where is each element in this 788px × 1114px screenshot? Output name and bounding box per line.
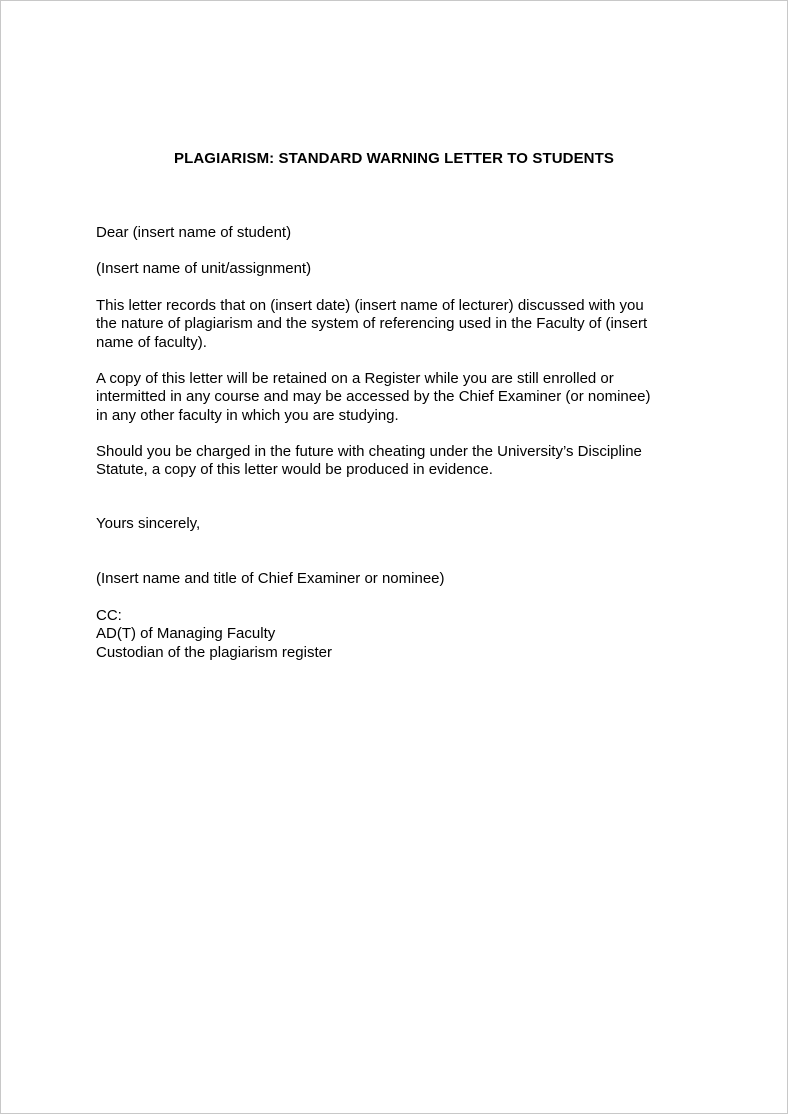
closing: Yours sincerely, (96, 515, 201, 532)
paragraph-line: in any other faculty in which you are studying. (96, 406, 399, 424)
paragraph-line: the nature of plagiarism and the system of referencing used in the Faculty of (insert (96, 315, 648, 333)
paragraph-line: Statute, a copy of this letter would be produced in evidence. (96, 461, 493, 479)
cc-label: CC: (96, 607, 122, 624)
paragraph-line: intermitted in any course and may be accessed by the Chief Examiner (or nominee) (96, 388, 651, 406)
unit-line: (Insert name of unit/assignment) (96, 260, 312, 277)
cc-item: Custodian of the plagiarism register (96, 643, 332, 661)
signature-placeholder: (Insert name and title of Chief Examiner or nominee) (96, 570, 445, 587)
cc-list (96, 607, 696, 662)
cc-item: AD(T) of Managing Faculty (96, 625, 276, 643)
salutation: Dear (insert name of student) (96, 224, 292, 241)
paragraph-line: name of faculty). (96, 333, 207, 351)
paragraph-line: A copy of this letter will be retained on a Register while you are still enrolled or (96, 370, 614, 387)
paragraph-line: This letter records that on (insert date) (insert name of lecturer) discussed with you (96, 297, 644, 314)
paragraph-line: Should you be charged in the future with cheating under the University’s Discipline (96, 443, 642, 460)
paragraph-register (96, 370, 696, 425)
paragraph-record (96, 297, 696, 352)
document-title: PLAGIARISM: STANDARD WARNING LETTER TO STUDENTS (174, 150, 614, 167)
paragraph-evidence (96, 443, 696, 480)
